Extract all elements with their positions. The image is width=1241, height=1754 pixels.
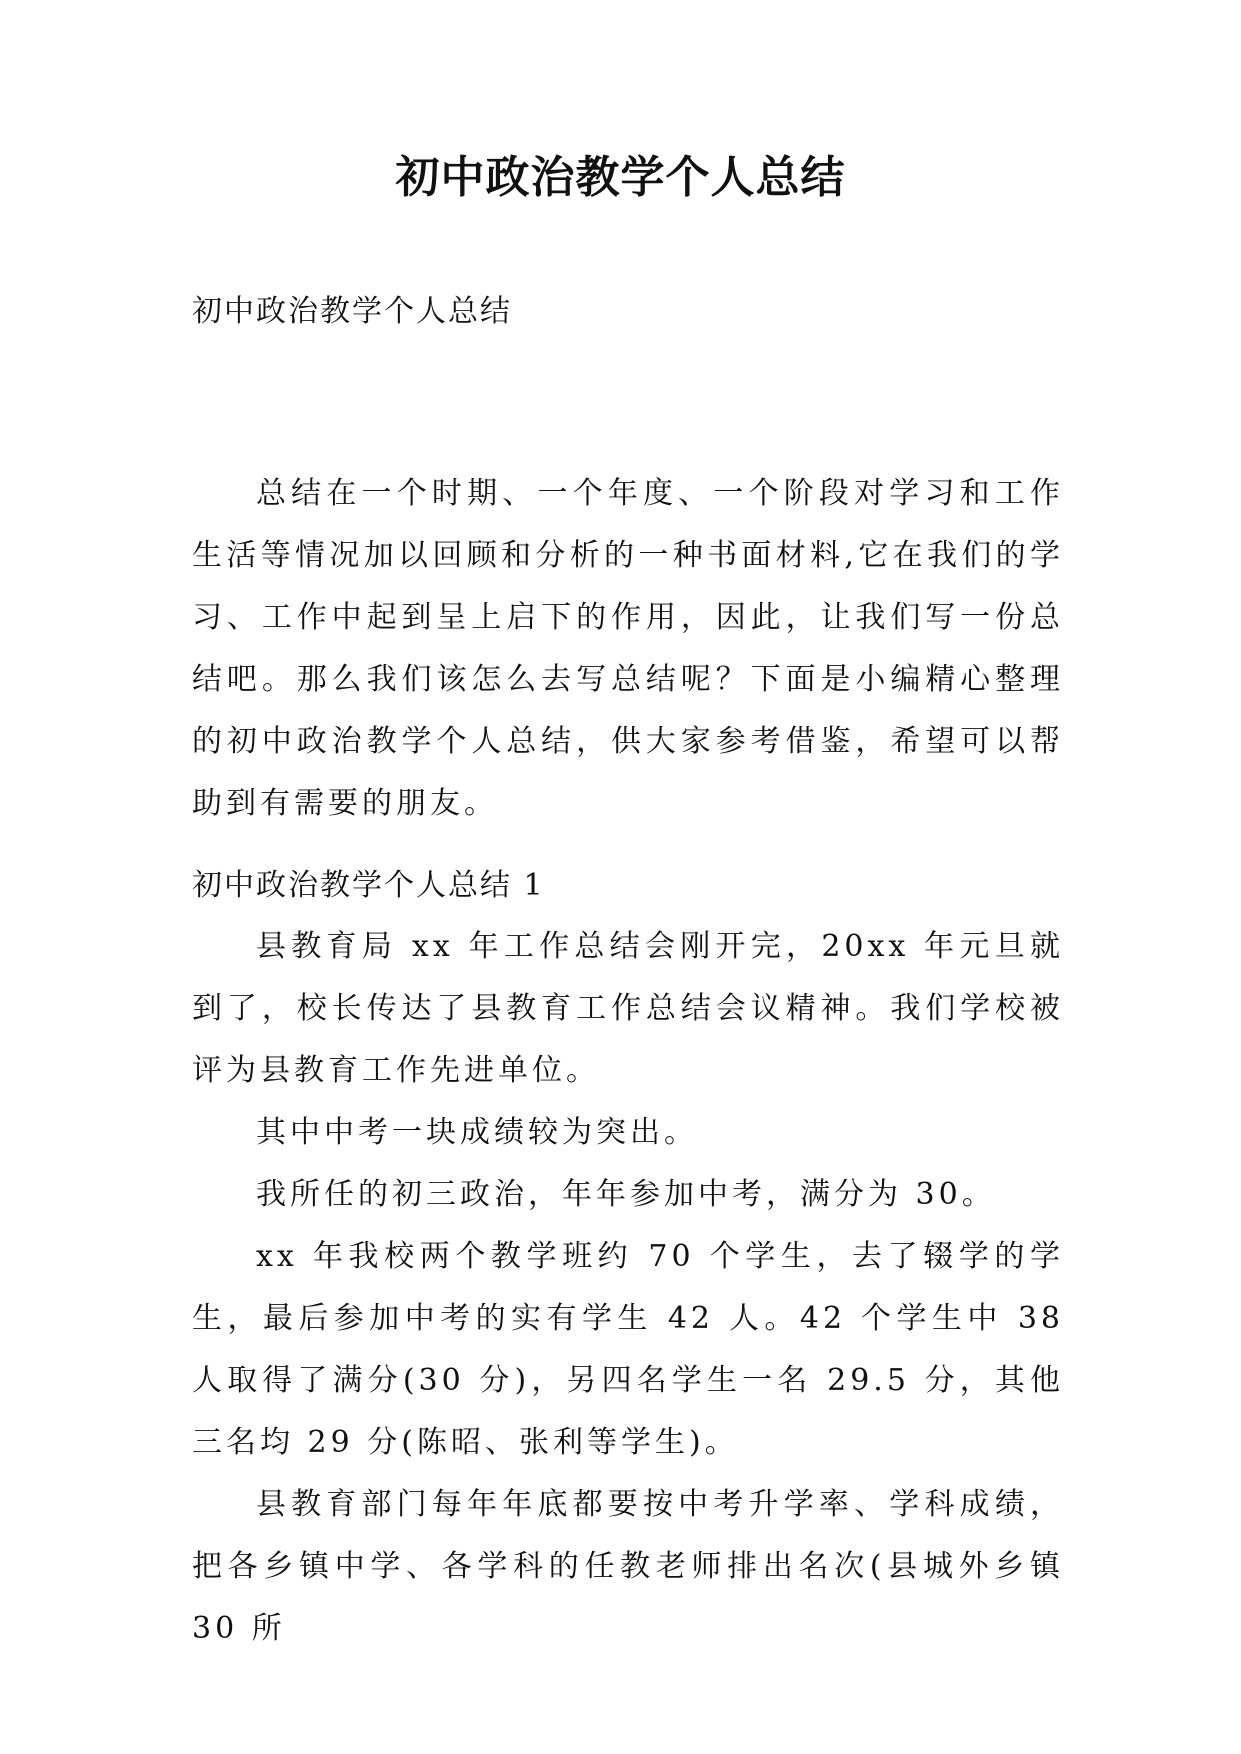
document-title: 初中政治教学个人总结 bbox=[395, 152, 846, 203]
document-subtitle: 初中政治教学个人总结 bbox=[192, 294, 512, 329]
body-paragraph: 县教育局 xx 年工作总结会刚开完，20xx 年元旦就到了，校长传达了县教育工作总结会议精神。我们学校被评为县教育工作先进单位。 bbox=[192, 929, 1064, 1088]
section-heading: 初中政治教学个人总结 1 bbox=[192, 868, 545, 903]
body-paragraph: 县教育部门每年年底都要按中考升学率、学科成绩，把各乡镇中学、各学科的任教老师排出名次(县城外乡镇 30 所 bbox=[192, 1487, 1064, 1646]
body-paragraph: xx 年我校两个教学班约 70 个学生，去了辍学的学生，最后参加中考的实有学生 42 人。42 个学生中 38 人取得了满分(30 分)，另四名学生一名 29.5 分，其他三名均 29 分(陈昭、张利等学生)。 bbox=[192, 1239, 1064, 1460]
body-paragraph: 我所任的初三政治，年年参加中考，满分为 30。 bbox=[256, 1177, 996, 1212]
intro-paragraph: 总结在一个时期、一个年度、一个阶段对学习和工作生活等情况加以回顾和分析的一种书面材料,它在我们的学习、工作中起到呈上启下的作用，因此，让我们写一份总结吧。那么我们该怎么去写总结呢？下面是小编精心整理的初中政治教学个人总结，供大家参考借鉴，希望可以帮助到有需要的朋友。 bbox=[192, 476, 1064, 821]
body-paragraph: 其中中考一块成绩较为突出。 bbox=[256, 1115, 698, 1150]
